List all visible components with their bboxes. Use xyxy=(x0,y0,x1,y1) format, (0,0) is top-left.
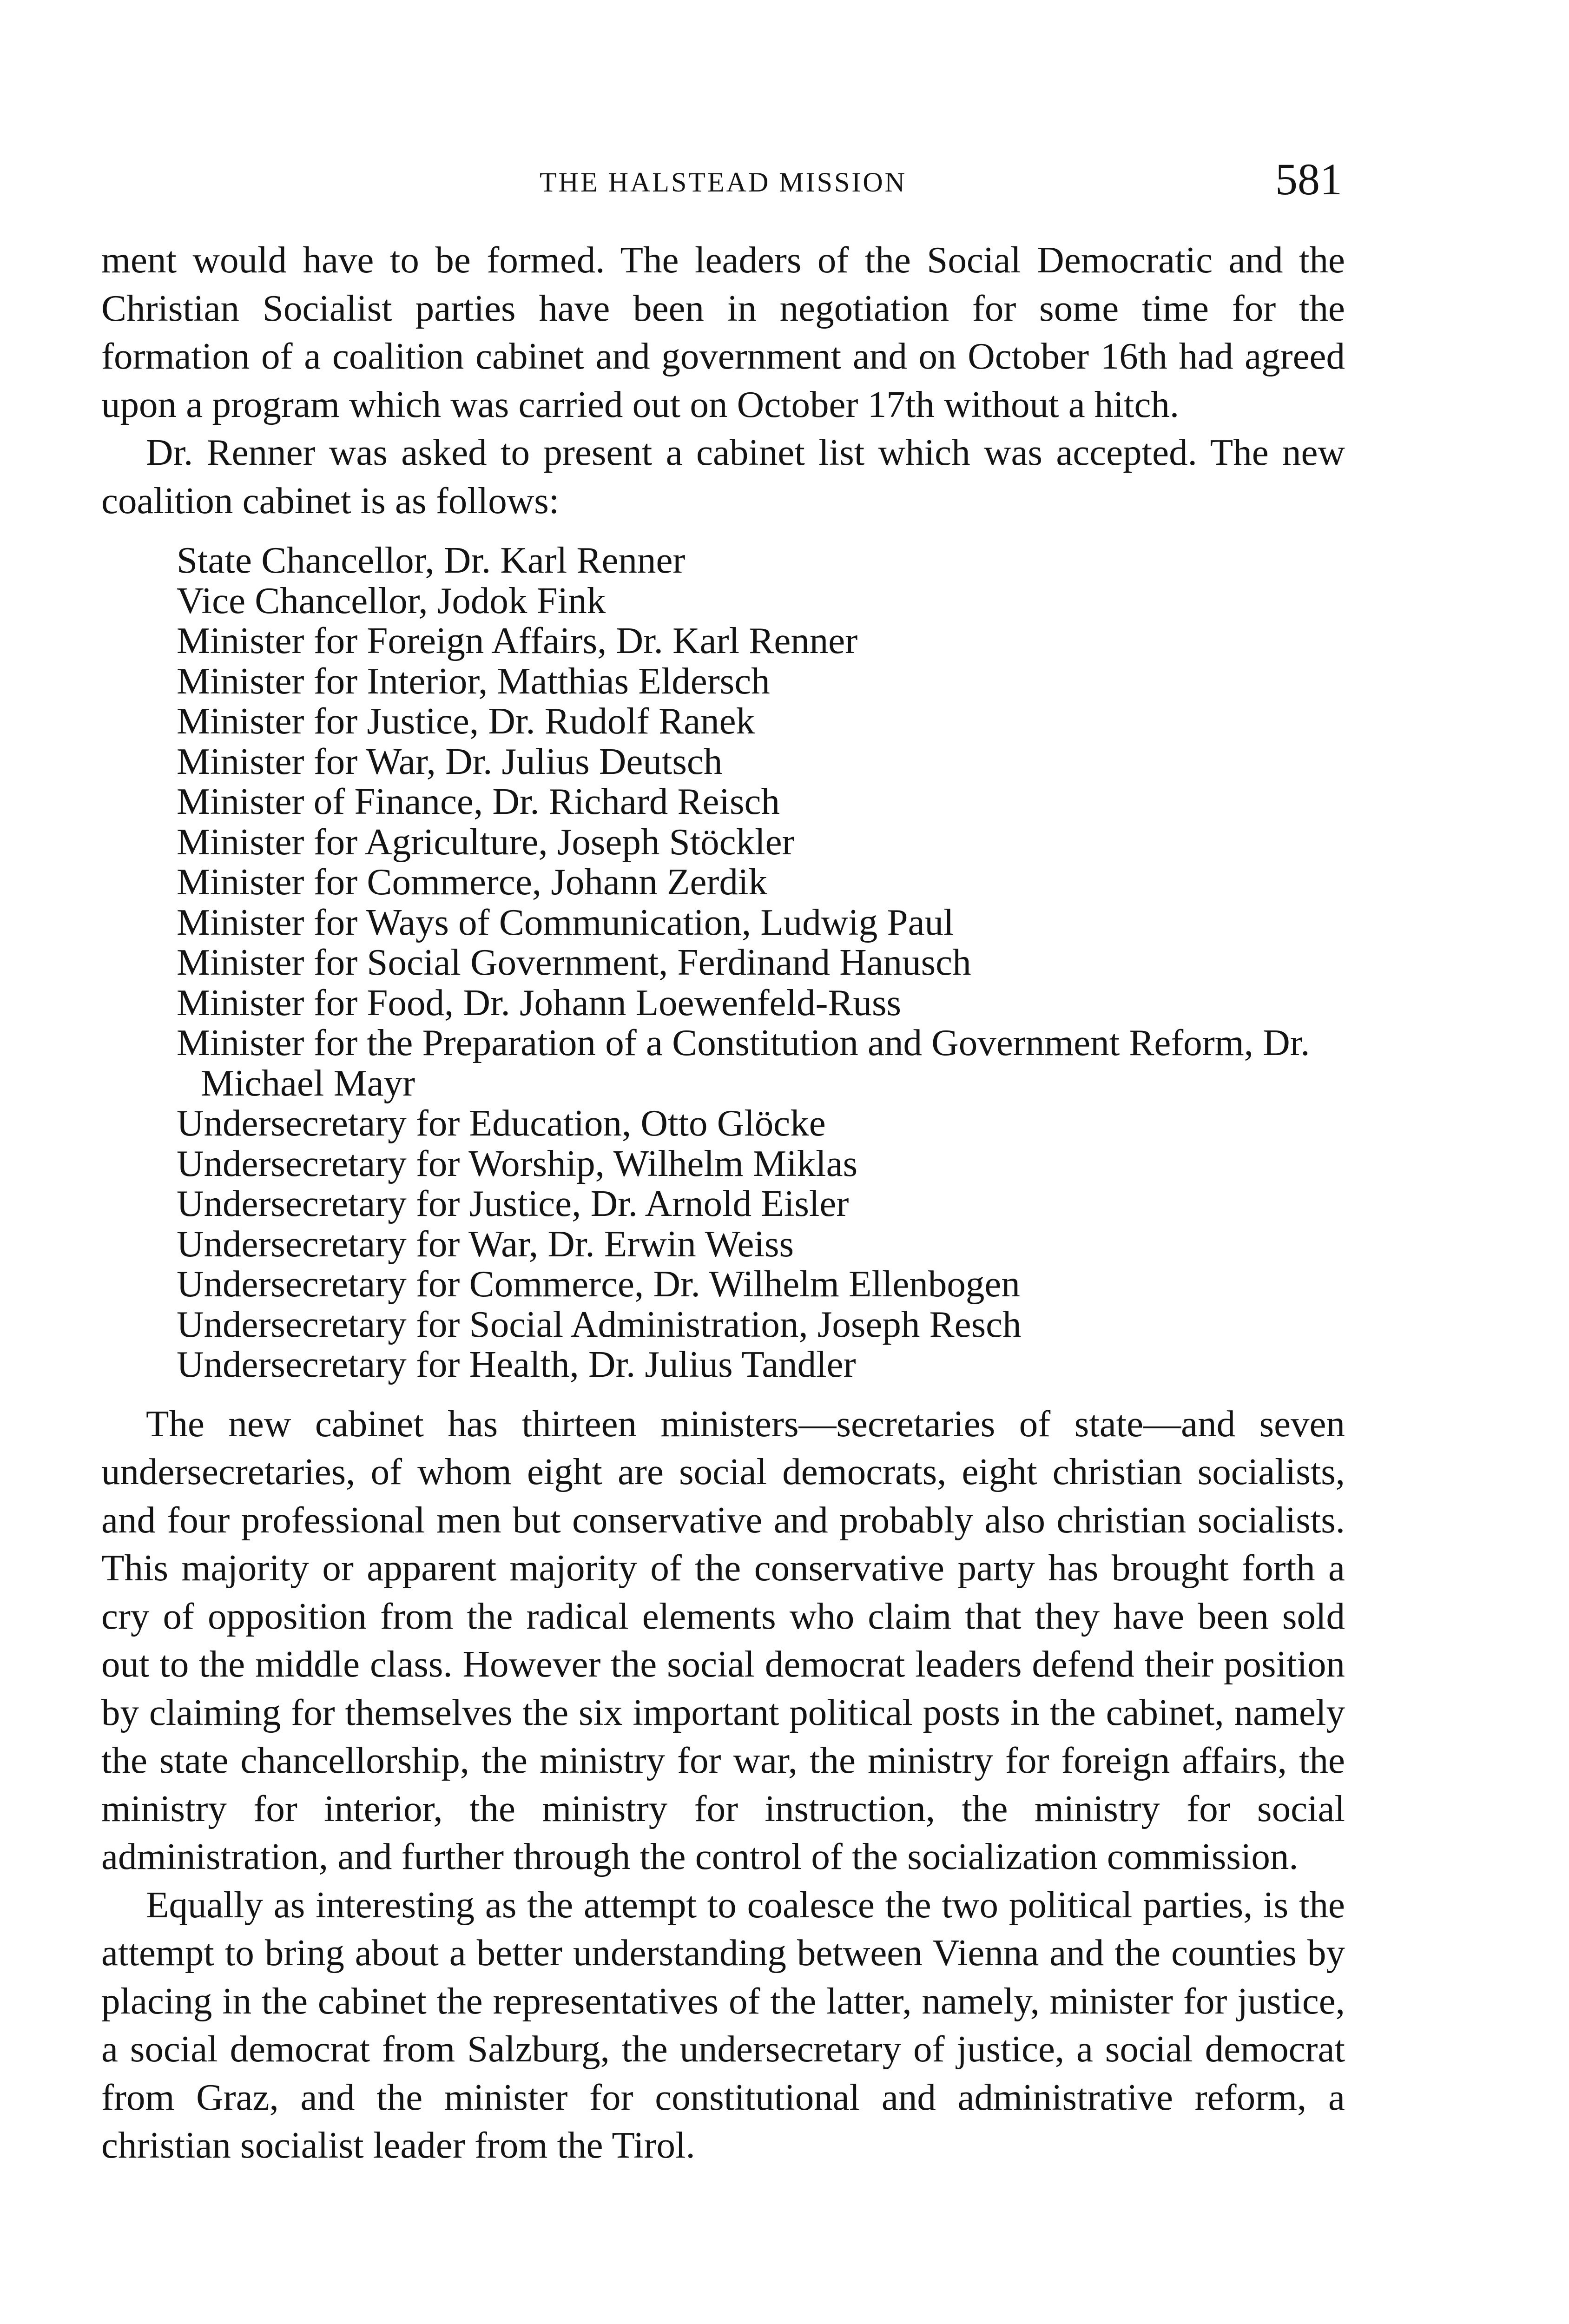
cabinet-entry: Minister for War, Dr. Julius Deutsch xyxy=(177,740,723,782)
cabinet-entry: Vice Chancellor, Jodok Fink xyxy=(177,579,606,621)
cabinet-entry: Minister for Interior, Matthias Eldersch xyxy=(177,660,770,702)
cabinet-entry: Minister for Agriculture, Joseph Stöckler xyxy=(177,820,795,863)
cabinet-entry: Minister for Food, Dr. Johann Loewenfeld-Russ xyxy=(177,981,902,1023)
cabinet-entry: Undersecretary for Education, Otto Glöcke xyxy=(177,1102,826,1144)
cabinet-entry: Undersecretary for Worship, Wilhelm Miklas xyxy=(177,1142,858,1184)
running-title: THE HALSTEAD MISSION xyxy=(540,167,907,198)
paragraph-cabinet-analysis: The new cabinet has thirteen ministers—secretaries of state—and seven undersecretaries, of whom eight are social democrats, eight christian socialists, and four professional men but conservative and probably also christian socialists. This majority or apparent majority of the conservative party has brought forth a cry of opposition from the radical elements who claim that they have been sold out to the middle class. However the social democrat leaders defend their position by claiming for themselves the six important political posts in the cabinet, namely the state chancellorship, the ministry for war, the ministry for foreign affairs, the ministry for interior, the ministry for instruction, the ministry for social administration, and further through the control of the socialization commission. xyxy=(101,1402,1345,1877)
cabinet-entry: Undersecretary for Health, Dr. Julius Tandler xyxy=(177,1343,856,1385)
page-header xyxy=(101,153,1345,209)
cabinet-entry: Undersecretary for Justice, Dr. Arnold Eisler xyxy=(177,1182,849,1224)
cabinet-entry: Undersecretary for Commerce, Dr. Wilhelm Ellenbogen xyxy=(177,1263,1020,1305)
paragraph-continuation: ment would have to be formed. The leaders of the Social Democratic and the Christian Socialist parties have been in negotiation for some time for the formation of a coalition cabinet and government and on October 16th had agreed upon a program which was carried out on October 17th without a hitch. xyxy=(101,239,1345,425)
cabinet-entry: Undersecretary for War, Dr. Erwin Weiss xyxy=(177,1222,794,1265)
page-number: 581 xyxy=(1275,154,1342,204)
cabinet-entry: Minister of Finance, Dr. Richard Reisch xyxy=(177,780,780,822)
cabinet-entry: Minister for Commerce, Johann Zerdik xyxy=(177,861,767,903)
paragraph-regional-representation: Equally as interesting as the attempt to coalesce the two political parties, is the attempt to bring about a better understanding between Vienna and the counties by placing in the cabinet the representatives of the latter, namely, minister for justice, a social democrat from Salzburg, the undersecretary of justice, a social democrat from Graz, and the minister for constitutional and administrative reform, a christian socialist leader from the Tirol. xyxy=(101,1883,1345,2166)
cabinet-entry: Undersecretary for Social Administration, Joseph Resch xyxy=(177,1303,1022,1345)
cabinet-entry: Minister for Social Government, Ferdinand Hanusch xyxy=(177,941,971,983)
cabinet-entry: Minister for Justice, Dr. Rudolf Ranek xyxy=(177,700,755,742)
cabinet-entry: Minister for Foreign Affairs, Dr. Karl Renner xyxy=(177,620,858,661)
cabinet-entry: Minister for Ways of Communication, Ludwig Paul xyxy=(177,901,954,943)
cabinet-entry: Minister for the Preparation of a Constitution and Government Reform, Dr. Michael Mayr xyxy=(177,1022,1310,1104)
page-body xyxy=(101,236,1345,2170)
paragraph-cabinet-intro: Dr. Renner was asked to present a cabinet list which was accepted. The new coalition cabinet is as follows: xyxy=(101,431,1345,522)
cabinet-entry: State Chancellor, Dr. Karl Renner xyxy=(177,539,686,581)
cabinet-list xyxy=(177,540,1345,1385)
